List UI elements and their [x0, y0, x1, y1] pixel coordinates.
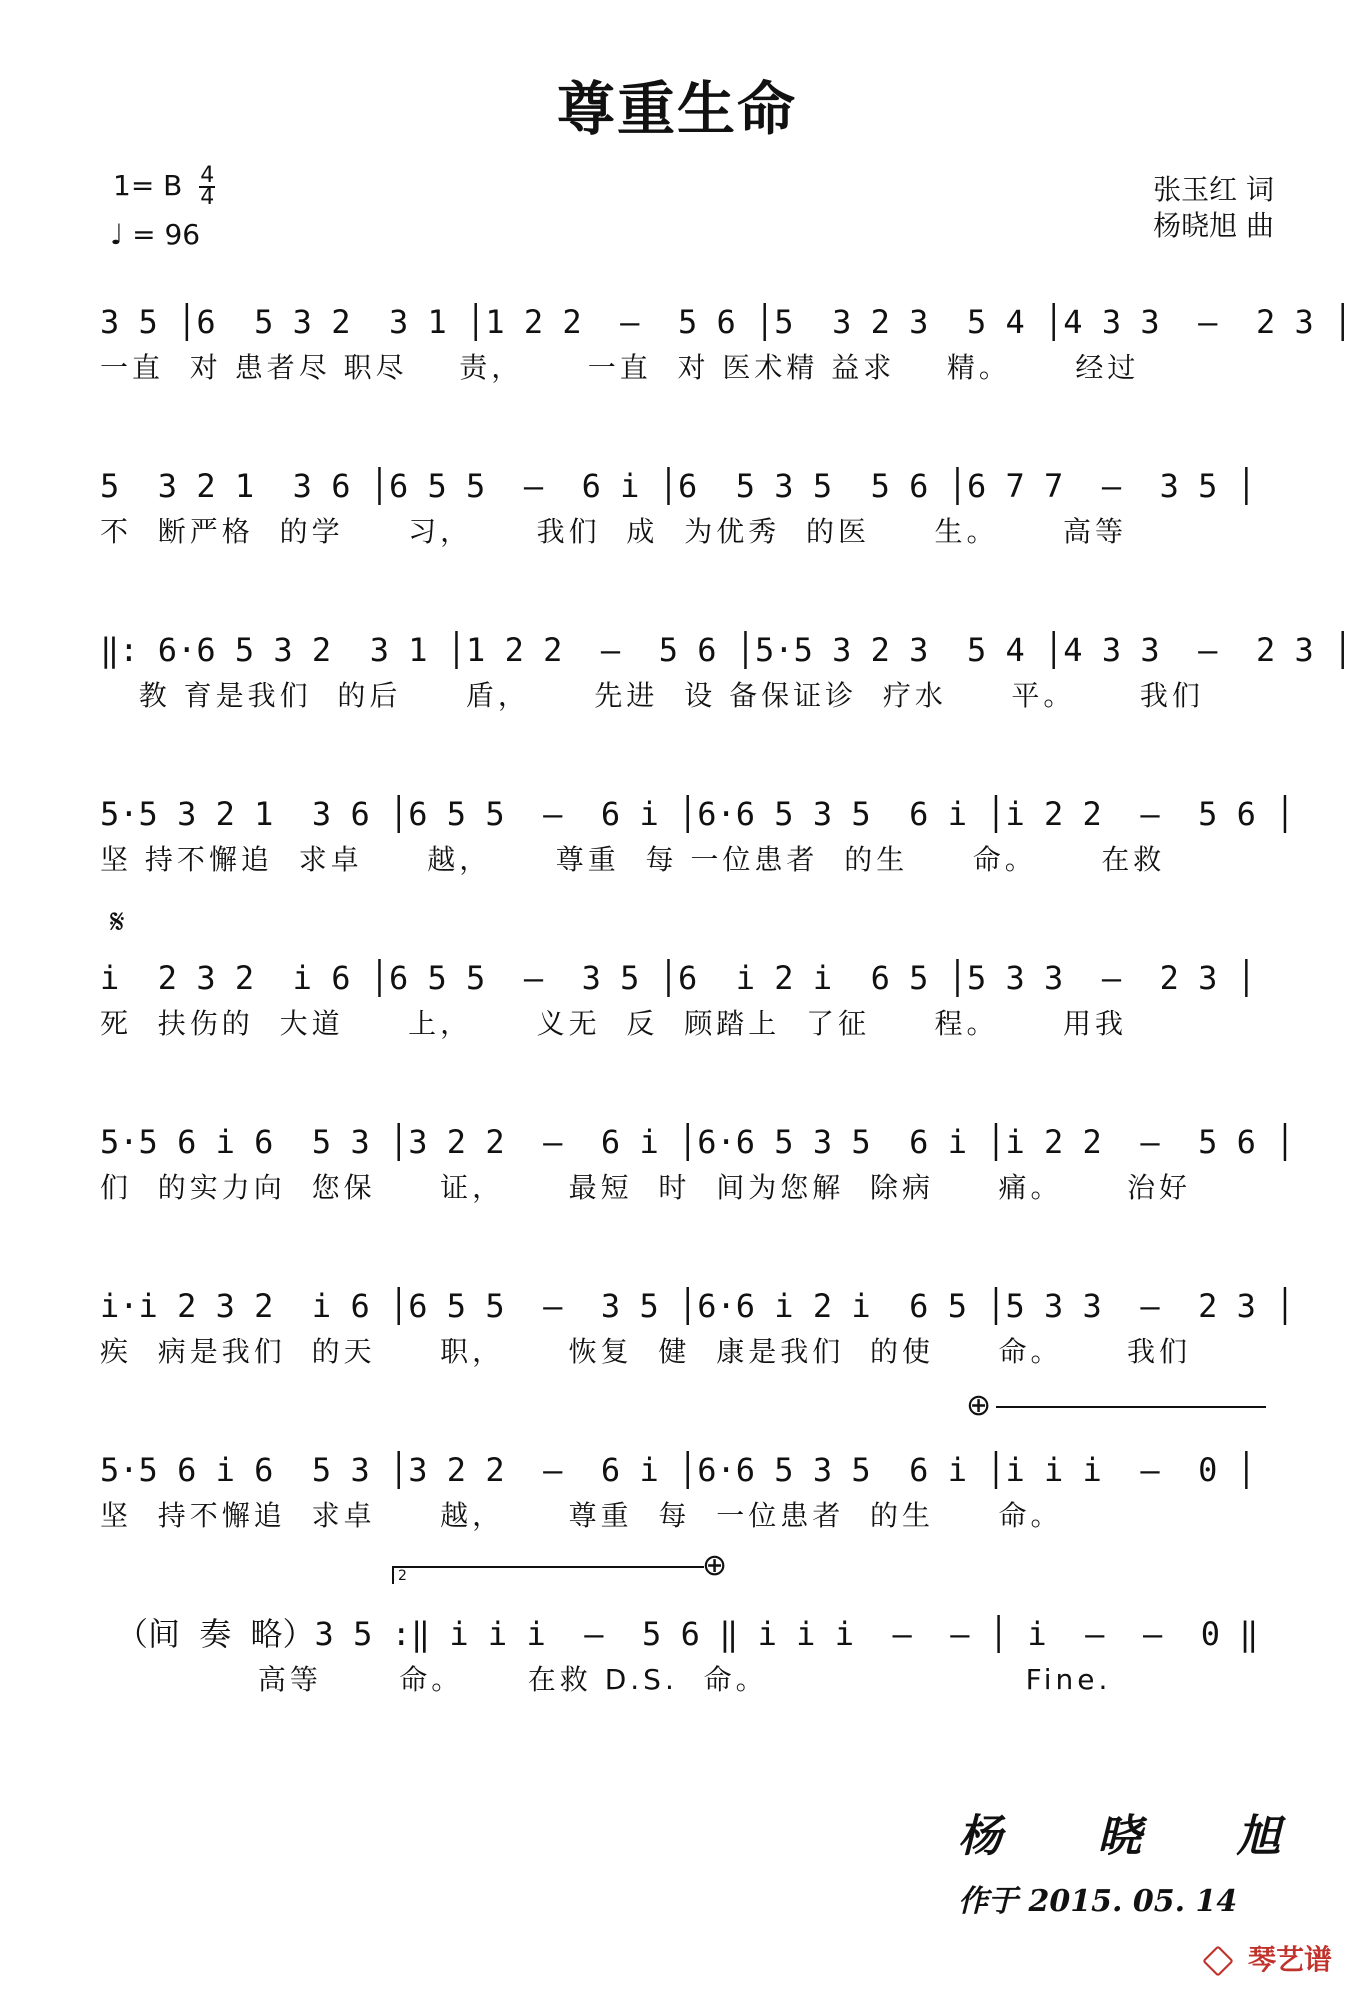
notes-line: 5 3 2 1 3 6 │6 5 5 – 6 i │6 5 3 5 5 6 │6 7 7 – 3 5 │ — [100, 467, 1256, 505]
composer-signature: 杨 晓 旭 — [958, 1811, 1321, 1862]
system-3 — [100, 620, 1353, 740]
notes-line: ‖: 6·6 5 3 2 3 1 │1 2 2 – 5 6 │5·5 3 2 3 5 4 │4 3 3 – 2 3 │ — [100, 631, 1353, 669]
tempo-marking: ♩ = 96 — [110, 218, 201, 251]
notes-line: 5·5 6 i 6 5 3 │3 2 2 – 6 i │6·6 5 3 5 6 i │i i i – 0 │ — [100, 1451, 1256, 1489]
lyrics-line: 坚 持不懈追 求卓 越， 尊重 每 一位患者 的生 命。 — [100, 1499, 1063, 1532]
watermark-logo-icon — [1202, 1945, 1234, 1977]
lyrics-line: 高等 命。 在救 D.S. 命。 Fine. — [116, 1663, 1112, 1696]
watermark — [1202, 1938, 1332, 1978]
key-signature — [113, 163, 215, 210]
coda-bracket-1 — [996, 1406, 1266, 1408]
time-signature — [199, 163, 215, 210]
volta-bracket — [392, 1566, 704, 1584]
notes-line: i 2 3 2 i 6 │6 5 5 – 3 5 │6 i 2 i 6 5 │5 3 3 – 2 3 │ — [100, 959, 1256, 997]
lyrics-line: 一直 对 患者尽 职尽 责， 一直 对 医术精 益求 精。 经过 — [100, 351, 1140, 384]
watermark-text: 琴艺谱 — [1247, 1943, 1332, 1976]
lyrics-line: 们 的实力向 您保 证， 最短 时 间为您解 除病 痛。 治好 — [100, 1171, 1192, 1204]
lyrics-line: 坚 持不懈追 求卓 越， 尊重 每 一位患者 的生 命。 在救 — [100, 843, 1166, 876]
system-4 — [100, 784, 1295, 904]
time-top: 4 — [200, 163, 215, 188]
system-8 — [100, 1440, 1275, 1560]
lyrics-line: 不 断严格 的学 习， 我们 成 为优秀 的医 生。 高等 — [100, 515, 1128, 548]
composition-date: 作于 2015. 05. 14 — [958, 1884, 1238, 1919]
lyrics-line: 死 扶伤的 大道 上， 义无 反 顾踏上 了征 程。 用我 — [100, 1007, 1128, 1040]
lyrics-line: 教 育是我们 的后 盾， 先进 设 备保证诊 疗水 平。 我们 — [100, 679, 1204, 712]
lyrics-line: 疾 病是我们 的天 职， 恢复 健 康是我们 的使 命。 我们 — [100, 1335, 1192, 1368]
segno-sign: 𝄋 — [110, 902, 125, 942]
volta-number: 2 — [398, 1568, 407, 1584]
notes-line: 3 5 │6 5 3 2 3 1 │1 2 2 – 5 6 │5 3 2 3 5 4 │4 3 3 – 2 3 │ — [100, 303, 1353, 341]
score-title: 尊重生命 — [556, 75, 797, 143]
coda-sign-2: ⊕ — [702, 1548, 728, 1583]
system-1 — [100, 292, 1353, 412]
lyricist: 张玉红 词 — [1153, 173, 1274, 206]
key-label: 1= B — [113, 169, 183, 202]
credits — [1153, 172, 1274, 244]
system-6 — [100, 1112, 1295, 1232]
system-2 — [100, 456, 1275, 576]
composer: 杨晓旭 曲 — [1153, 209, 1274, 242]
notes-line: （间 奏 略）3 5 :‖ i i i – 5 6 ‖ i i i – – │ i – – 0 ‖ — [116, 1615, 1259, 1653]
notes-line: i·i 2 3 2 i 6 │6 5 5 – 3 5 │6·6 i 2 i 6 5 │5 3 3 – 2 3 │ — [100, 1287, 1295, 1325]
notes-line: 5·5 3 2 1 3 6 │6 5 5 – 6 i │6·6 5 3 5 6 i │i 2 2 – 5 6 │ — [100, 795, 1295, 833]
time-bottom: 4 — [200, 185, 215, 210]
system-7 — [100, 1276, 1295, 1396]
notes-line: 5·5 6 i 6 5 3 │3 2 2 – 6 i │6·6 5 3 5 6 i │i 2 2 – 5 6 │ — [100, 1123, 1295, 1161]
system-9 — [116, 1604, 1291, 1724]
coda-sign-1: ⊕ — [966, 1388, 992, 1423]
system-5 — [100, 948, 1275, 1068]
